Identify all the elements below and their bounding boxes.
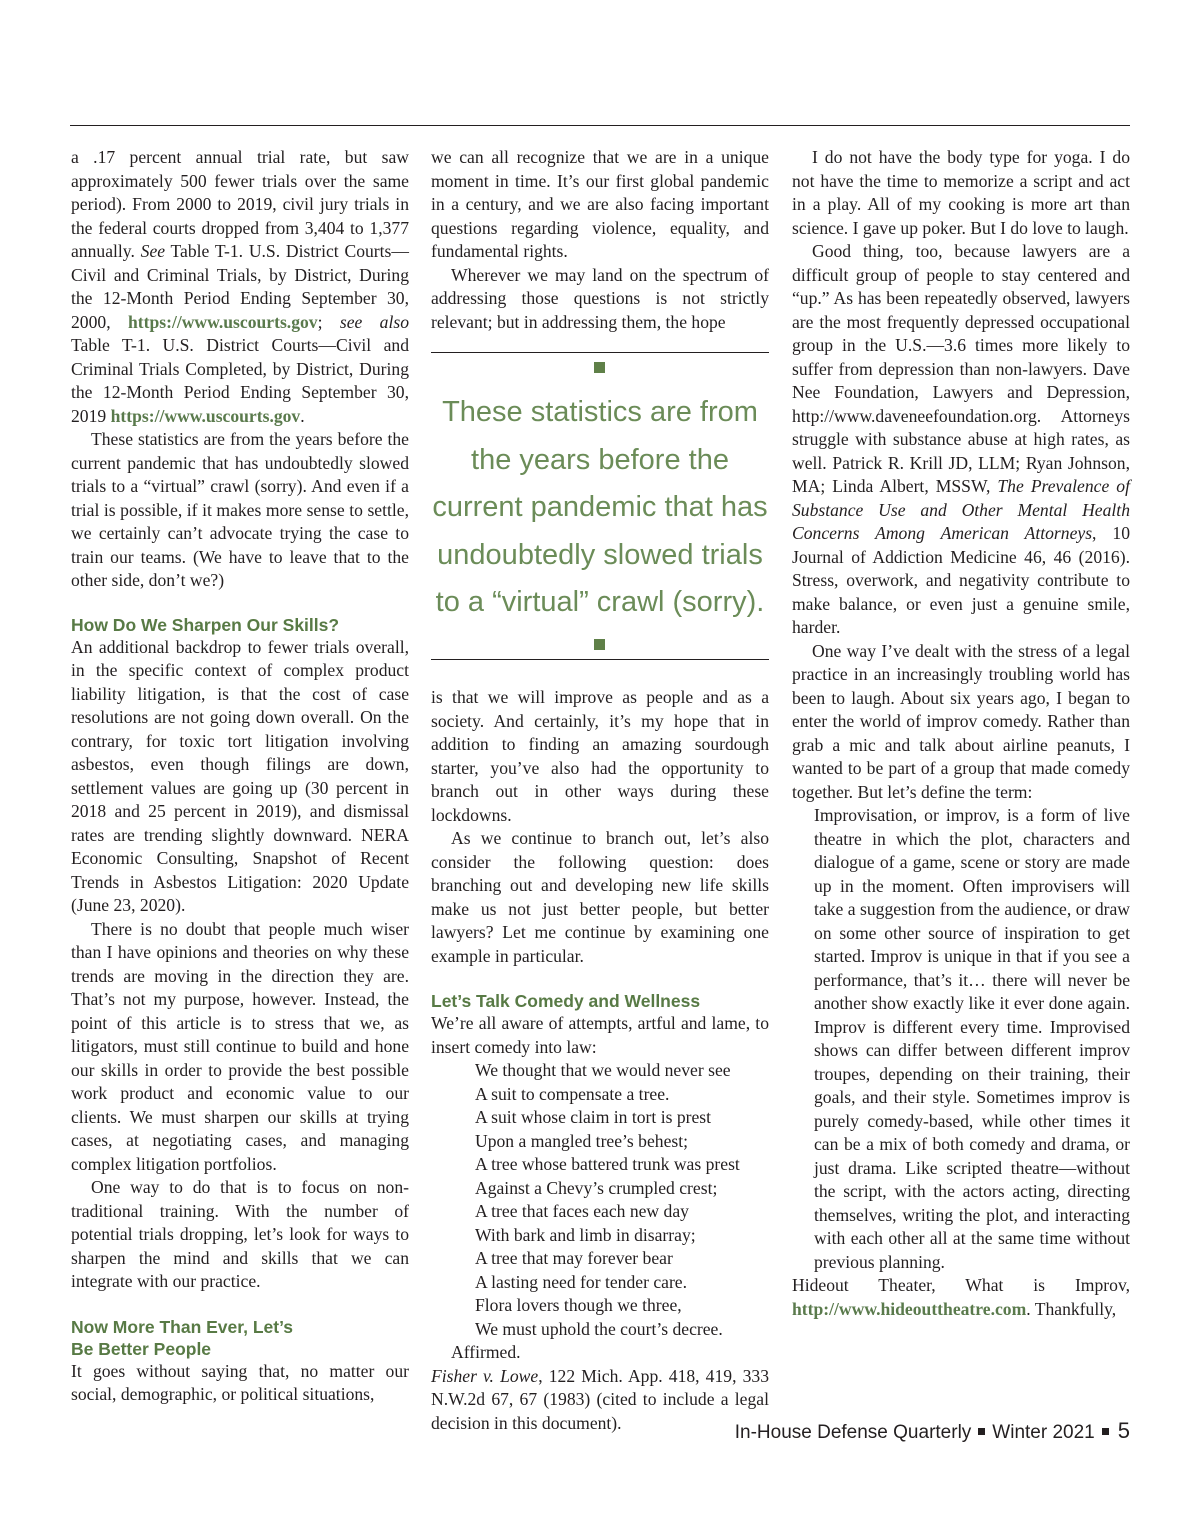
poem-line: A lasting need for tender care.: [475, 1271, 688, 1292]
poem-line: A suit to compensate a tree.: [475, 1083, 670, 1104]
pull-quote: [431, 352, 769, 660]
paragraph: is that we will improve as people and as a society. And certainly, it’s my hope that in addition to finding an amazing sourdough starter, you’ve also had the opportunity to branch out in other ways during these lockdowns.: [431, 687, 769, 825]
paragraph: One way to do that is to focus on non-traditional training. With the number of potential trials dropping, let’s look for ways to sharpen the mind and skills that we can integrate with our practice.: [71, 1177, 409, 1291]
block-quote: [792, 804, 1130, 1274]
poem-line: A tree that faces each new day: [475, 1201, 689, 1221]
uscourts-link[interactable]: https://www.uscourts.gov: [110, 405, 301, 426]
pull-quote-text: These statistics are from the years before the current pandemic that has undoubtedly slowed trials to a “virtual” crawl (sorry).: [432, 396, 768, 618]
paragraph: we can all recognize that we are in a unique moment in time. It’s our first global pandemic in a century, and we are also facing important questions regarding violence, equality, and fundamental rights.: [431, 147, 769, 261]
publication-name: In-House Defense Quarterly: [734, 1422, 972, 1443]
paragraph: We’re all aware of attempts, artful and lame, to insert comedy into law:: [431, 1013, 769, 1057]
column-3: [792, 146, 1130, 1321]
poem-line: A tree that may forever bear: [475, 1248, 673, 1268]
section-heading: How Do We Sharpen Our Skills?: [71, 614, 340, 635]
poem-line: A tree whose battered trunk was prest: [475, 1154, 740, 1174]
paragraph: It goes without saying that, no matter our social, demographic, or political situations,: [71, 1360, 409, 1404]
paragraph: As we continue to branch out, let’s also consider the following question: does branching out and developing new life skills make us not just better people, but better lawyers? Let me continue by examining one example in particular.: [431, 828, 769, 966]
square-ornament-icon: [594, 639, 605, 650]
poem: [475, 1059, 769, 1341]
column-2-top: [431, 146, 769, 334]
poem-line: Flora lovers though we three,: [475, 1295, 682, 1315]
citation: Fisher v. Lowe, 122 Mich. App. 418, 419, 333 N.W.2d 67, 67 (1983) (cited to include a legal decision in this document).: [431, 1365, 769, 1433]
top-rule: [70, 125, 1130, 126]
poem-line: A suit whose claim in tort is prest: [475, 1107, 712, 1127]
paragraph: One way I’ve dealt with the stress of a legal practice in an increasingly troubling world has been to laugh. About six years ago, I began to enter the world of improv comedy. Rather than grab a mic and talk about airline peanuts, I wanted to be part of a group that made comedy together. But let’s define the term:: [792, 640, 1130, 802]
issue-date: Winter 2021: [992, 1422, 1095, 1443]
page-number: 5: [1117, 1418, 1130, 1443]
page-footer: [735, 1418, 1130, 1444]
paragraph: I do not have the body type for yoga. I do not have the time to memorize a script and act in a play. All of my cooking is more art than science. I gave up poker. But I do love to laugh.: [792, 147, 1130, 238]
square-separator-icon: [978, 1428, 985, 1435]
paragraph: a .17 percent annual trial rate, but saw approximately 500 fewer trials over the same period). From 2000 to 2019, civil jury trials in the federal courts dropped from 3,404 to 1,377 annually. See Table T-1. U.S. District Courts—Civil and Criminal Trials, by District, During the 12-Month Period Ending September 30, 2000, https://www.uscourts.gov; see also Table T-1. U.S. District Courts—Civil and Criminal Trials Completed, by District, During the 12-Month Period Ending September 30, 2019 https://www.uscourts.gov.: [71, 147, 409, 426]
square-separator-icon: [1102, 1428, 1109, 1435]
poem-line: With bark and limb in disarray;: [475, 1224, 696, 1245]
section-heading: Now More Than Ever, Let’s Be Better People: [71, 1316, 294, 1359]
uscourts-link[interactable]: https://www.uscourts.gov: [127, 311, 318, 332]
paragraph: Hideout Theater, What is Improv, http://www.hideouttheatre.com. Thankfully,: [792, 1275, 1130, 1319]
paragraph: There is no doubt that people much wiser than I have opinions and theories on why these trends are moving in the direction they are. That’s not my purpose, however. Instead, the point of this article is to stress that we, as litigators, must still continue to build and hone our skills in order to provide the best possible work product and economic value to our clients. We must sharpen our skills at trying cases, at negotiating cases, and managing complex litigation portfolios.: [71, 918, 409, 1174]
poem-line: Against a Chevy’s crumpled crest;: [475, 1177, 718, 1198]
square-ornament-icon: [594, 362, 605, 373]
hideout-theatre-link[interactable]: http://www.hideouttheatre.com: [792, 1298, 1027, 1319]
paragraph: Wherever we may land on the spectrum of addressing those questions is not strictly relevant; but in addressing them, the hope: [431, 264, 769, 332]
poem-line: We must uphold the court’s decree.: [475, 1318, 723, 1339]
paragraph: Good thing, too, because lawyers are a difficult group of people to stay centered and “up.” As has been repeatedly observed, lawyers are the most frequently depressed occupational group in the U.S.—3.6 times more likely to suffer from depression than non-lawyers. Dave Nee Foundation, Lawyers and Depression, http://www.daveneefoundation.org. Attorneys struggle with substance abuse at high rates, as well. Patrick R. Krill JD, LLM; Ryan Johnson, MA; Linda Albert, MSSW, The Prevalence of Substance Use and Other Mental Health Concerns Among American Attorneys, 10 Journal of Addiction Medicine 46, 46 (2016). Stress, overwork, and negativity contribute to make balance, or even just a genuine smile, harder.: [792, 241, 1130, 637]
poem-line: Upon a mangled tree’s behest;: [475, 1130, 689, 1151]
column-2-bottom: [431, 686, 769, 1435]
column-1: [71, 146, 409, 1407]
affirmed-line: Affirmed.: [451, 1342, 521, 1362]
poem-line: We thought that we would never see: [475, 1060, 731, 1080]
paragraph: These statistics are from the years before the current pandemic that has undoubtedly slowed trials to a “virtual” crawl (sorry). And even if a trial is possible, if it makes more sense to settle, we certainly can’t advocate trying the case to train our teams. (We have to leave that to the other side, don’t we?): [71, 429, 409, 590]
paragraph: An additional backdrop to fewer trials overall, in the specific context of complex product liability litigation, is that the cost of case resolutions are not going down overall. On the contrary, for toxic tort litigation involving asbestos, even though filings are down, settlement values are going up (30 percent in 2018 and 25 percent in 2019), and dismissal rates are trending slightly downward. NERA Economic Consulting, Snapshot of Recent Trends in Asbestos Litigation: 2020 Update (June 23, 2020).: [71, 636, 409, 915]
section-heading: Let’s Talk Comedy and Wellness: [431, 991, 701, 1011]
block-quote-text: Improvisation, or improv, is a form of live theatre in which the plot, characters and dialogue of a game, scene or story are made up in the moment. Often improvisers will take a suggestion from the audience, or draw on some other source of inspiration to get started. Improv is unique in that if you see a performance, that’s it… there will never be another show exactly like it ever done again. Improv is different every time. Improvised shows can differ between different improv troupes, depending on their training, their goals, and their style. Sometimes improv is purely comedy-based, while other times it can be a mix of both comedy and drama, or just drama. Like scripted theatre—without the script, with the actors acting, directing themselves, writing the plot, and interacting with each other all at the same time without previous planning.: [814, 805, 1130, 1272]
